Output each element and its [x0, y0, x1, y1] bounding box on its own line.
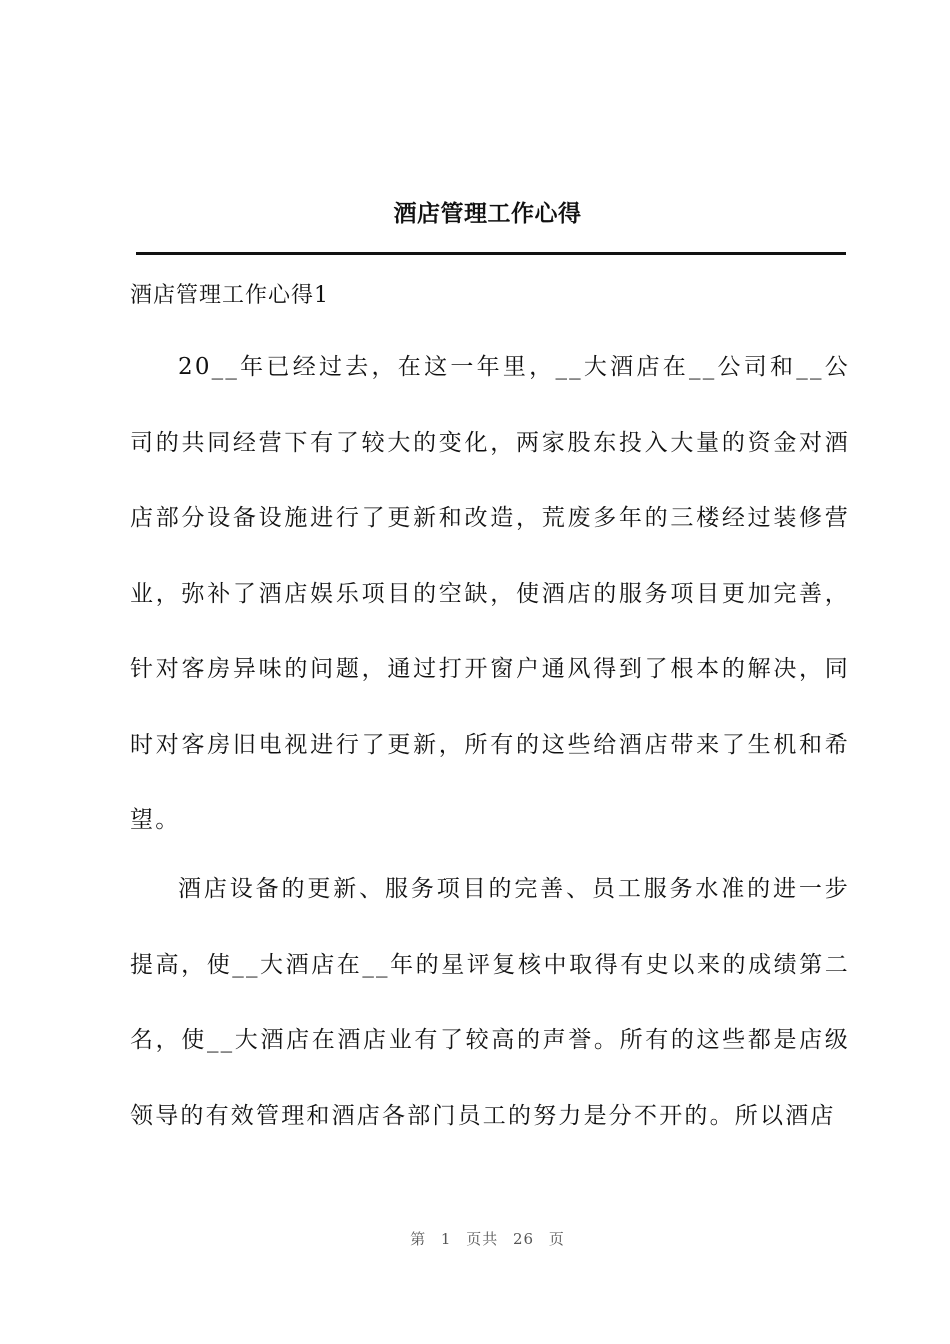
- section-heading: 酒店管理工作心得1: [130, 283, 329, 308]
- title-underline-rule: [136, 252, 846, 255]
- page-number-footer: 第 1 页共 26 页: [410, 1230, 565, 1248]
- document-title: 酒店管理工作心得: [393, 200, 582, 227]
- body-paragraph-1: 20__年已经过去，在这一年里，__大酒店在__公司和__公司的共同经营下有了较大的变化，两家股东投入大量的资金对酒店部分设备设施进行了更新和改造，荒废多年的三楼经过装修营业，弥补了酒店娱乐项目的空缺，使酒店的服务项目更加完善，针对客房异味的问题，通过打开窗户通风得到了根本的解决，同时对客房旧电视进行了更新，所有的这些给酒店带来了生机和希望。: [130, 354, 850, 833]
- body-paragraph-2: 酒店设备的更新、服务项目的完善、员工服务水准的进一步提高，使__大酒店在__年的星评复核中取得有史以来的成绩第二名，使__大酒店在酒店业有了较高的声誉。所有的这些都是店级领导的有效管理和酒店各部门员工的努力是分不开的。所以酒店: [130, 876, 850, 1129]
